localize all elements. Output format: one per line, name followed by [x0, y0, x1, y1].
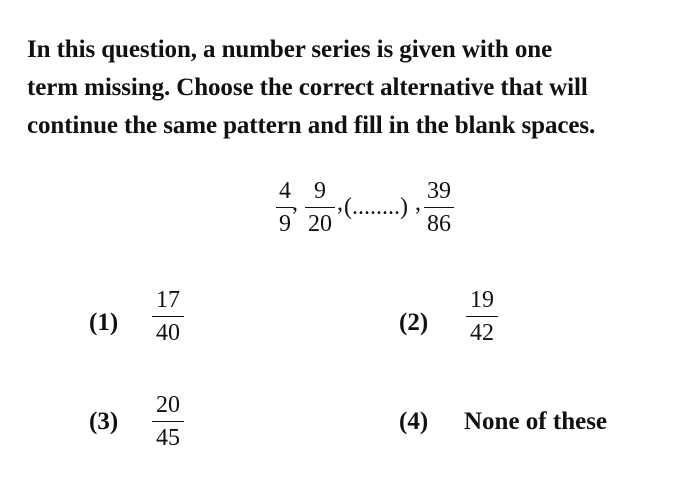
series-term-2	[305, 178, 335, 237]
option-4-label[interactable]: (4)	[399, 408, 429, 435]
fraction-bar	[305, 207, 335, 208]
option-3-fraction[interactable]	[152, 392, 184, 451]
option-3-denominator: 45	[156, 425, 180, 451]
series-term-4	[424, 178, 454, 237]
series-term-1-denominator: 9	[279, 211, 291, 237]
option-2-numerator: 19	[470, 287, 494, 313]
option-3-label[interactable]: (3)	[89, 408, 119, 435]
fraction-bar	[152, 316, 184, 317]
option-2-label[interactable]: (2)	[399, 309, 429, 336]
series-term-1-numerator: 4	[279, 178, 291, 204]
option-2-denominator: 42	[470, 320, 494, 346]
option-3-numerator: 20	[156, 392, 180, 418]
series-comma-1: ,	[292, 190, 298, 216]
series-blank: (........)	[344, 194, 408, 220]
question-line-3: continue the same pattern and fill in the blank spaces.	[27, 112, 596, 139]
question-text	[27, 31, 667, 145]
option-1-label[interactable]: (1)	[89, 309, 119, 336]
series-term-4-numerator: 39	[427, 178, 451, 204]
option-1-denominator: 40	[156, 320, 180, 346]
series-comma-3: ,	[415, 190, 421, 216]
question-line-1: In this question, a number series is given with one	[27, 36, 553, 63]
series-term-2-denominator: 20	[308, 211, 332, 237]
series-term-2-numerator: 9	[314, 178, 326, 204]
option-1-fraction[interactable]	[152, 287, 184, 346]
series-comma-2: ,	[337, 190, 343, 216]
option-2-fraction[interactable]	[466, 287, 498, 346]
option-4-text[interactable]: None of these	[464, 408, 608, 435]
option-1-numerator: 17	[156, 287, 180, 313]
question-line-2: term missing. Choose the correct alternative that will	[27, 74, 588, 101]
fraction-bar	[466, 316, 498, 317]
fraction-bar	[424, 207, 454, 208]
series-term-4-denominator: 86	[427, 211, 451, 237]
fraction-bar	[152, 421, 184, 422]
